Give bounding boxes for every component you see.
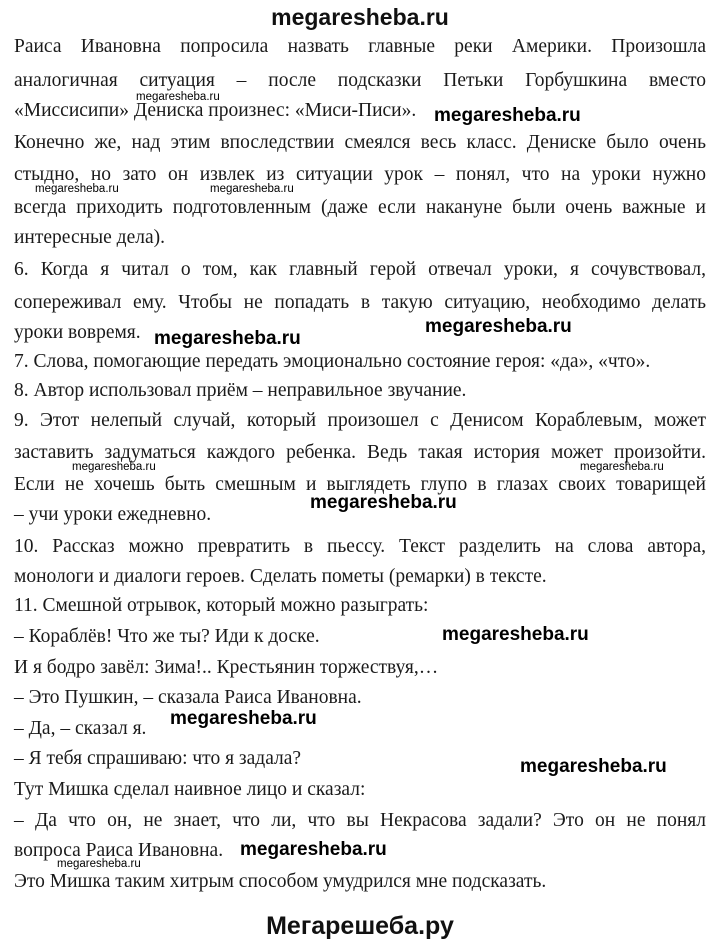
text-line: интересные дела). (14, 227, 165, 248)
text-line: – Я тебя спрашиваю: что я задала? (14, 748, 302, 769)
top-watermark: megaresheba.ru (271, 4, 449, 30)
text-line: Раиса Ивановна попросила назвать главные реки Америки. Произошла (14, 36, 706, 57)
text-line: всегда приходить подготовленным (даже если накануне были очень важные и (14, 197, 706, 218)
watermark-small: megaresheba.ru (72, 461, 156, 473)
text-line: И я бодро завёл: Зима!.. Крестьянин торжествуя,… (14, 657, 439, 678)
text-line: стыдно, но зато он извлек из ситуации урок – понял, что на уроки нужно (14, 164, 706, 185)
watermark-large: megaresheba.ru (442, 624, 589, 645)
text-line: Если не хочешь быть смешным и выглядеть глупо в глазах своих товарищей (14, 474, 706, 495)
watermark-large: megaresheba.ru (154, 328, 301, 349)
text-line: уроки вовремя. (14, 322, 141, 343)
text-line: 9. Этот нелепый случай, который произошел с Денисом Кораблевым, может (14, 410, 706, 431)
text-line: 11. Смешной отрывок, который можно разыграть: (14, 595, 429, 616)
bottom-watermark: Мегарешеба.ру (266, 912, 454, 940)
text-line: аналогичная ситуация – после подсказки Петьки Горбушкина вместо (14, 70, 706, 91)
watermark-small: megaresheba.ru (136, 91, 220, 103)
watermark-small: megaresheba.ru (57, 858, 141, 870)
text-line: Конечно же, над этим впоследствии смеялся весь класс. Дениске было очень (14, 132, 706, 153)
watermark-large: megaresheba.ru (520, 756, 667, 777)
text-line: – Кораблёв! Что же ты? Иди к доске. (14, 626, 320, 647)
text-line: вопроса Раиса Ивановна. (14, 840, 224, 861)
watermark-small: megaresheba.ru (580, 461, 664, 473)
text-line: Это Мишка таким хитрым способом умудрился мне подсказать. (14, 871, 547, 892)
text-line: Тут Мишка сделал наивное лицо и сказал: (14, 779, 366, 800)
text-line: – Да, – сказал я. (14, 718, 147, 739)
text-line: – Да что он, не знает, что ли, что вы Некрасова задали? Это он не понял (14, 810, 706, 831)
watermark-small: megaresheba.ru (210, 183, 294, 195)
text-line: заставить задуматься каждого ребенка. Ведь такая история может произойти. (14, 442, 706, 463)
text-line: 10. Рассказ можно превратить в пьессу. Текст разделить на слова автора, (14, 536, 706, 557)
text-line: – учи уроки ежедневно. (14, 504, 212, 525)
text-line: – Это Пушкин, – сказала Раиса Ивановна. (14, 687, 362, 708)
text-line: 8. Автор использовал приём – неправильное звучание. (14, 380, 467, 401)
text-line: сопереживал ему. Чтобы не попадать в такую ситуацию, необходимо делать (14, 292, 706, 313)
watermark-small: megaresheba.ru (35, 183, 119, 195)
watermark-large: megaresheba.ru (425, 316, 572, 337)
watermark-large: megaresheba.ru (240, 839, 387, 860)
watermark-large: megaresheba.ru (170, 708, 317, 729)
text-line: 7. Слова, помогающие передать эмоционально состояние героя: «да», «что». (14, 351, 651, 372)
text-line: «Миссисипи» Дениска произнес: «Миси-Писи». (14, 100, 417, 121)
watermark-large: megaresheba.ru (310, 492, 457, 513)
watermark-large: megaresheba.ru (434, 105, 581, 126)
text-line: 6. Когда я читал о том, как главный герой отвечал уроки, я сочувствовал, (14, 259, 706, 280)
text-line: монологи и диалоги героев. Сделать пометы (ремарки) в тексте. (14, 566, 547, 587)
